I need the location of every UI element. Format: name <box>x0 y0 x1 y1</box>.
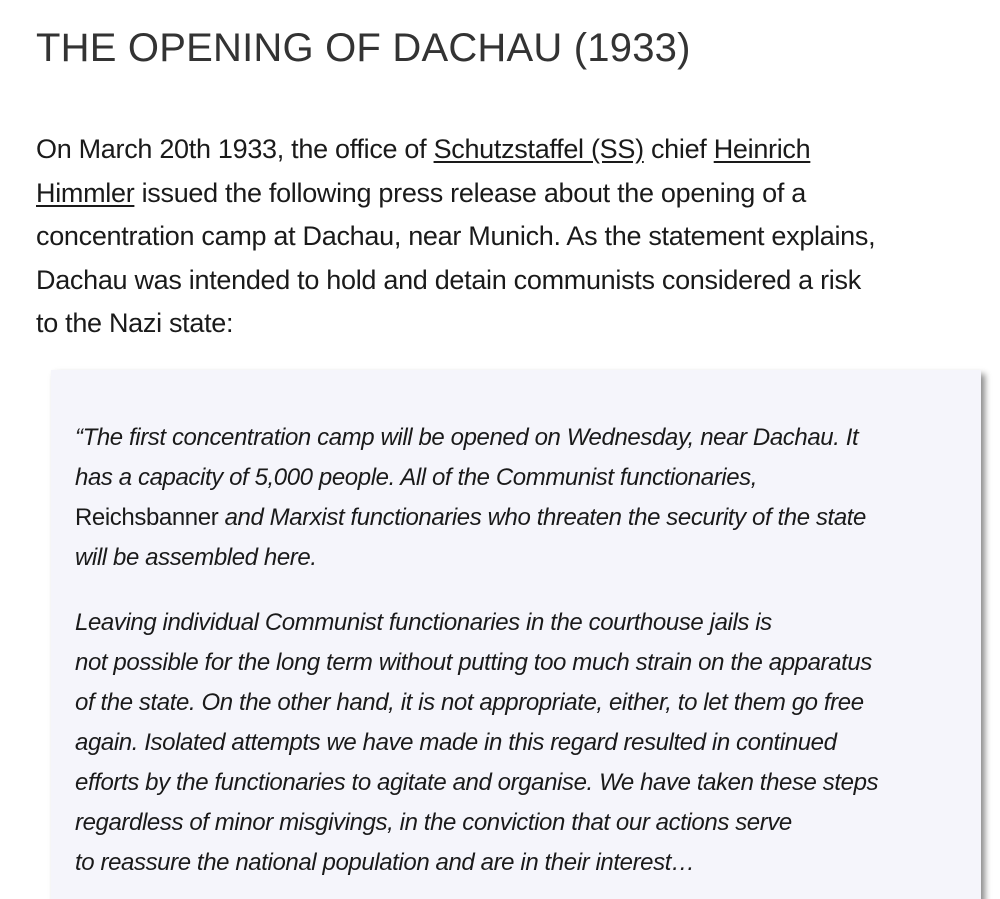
quote-line: to reassure the national population and are in their interest… <box>75 849 695 876</box>
quote-line: of the state. On the other hand, it is not appropriate, either, to let them go free <box>75 689 864 716</box>
quote-line <box>75 498 866 538</box>
quote-line: regardless of minor misgivings, in the conviction that our actions serve <box>75 809 792 836</box>
heinrich-himmler-link[interactable]: Heinrich <box>713 134 811 164</box>
heinrich-himmler-link[interactable]: Himmler <box>36 177 135 208</box>
intro-line-2 <box>36 172 976 216</box>
intro-text: chief <box>643 134 714 164</box>
schutzstaffel-link[interactable]: Schutzstaffel (SS) <box>433 134 644 164</box>
quote-paragraph-1 <box>75 418 866 578</box>
quote-line: will be assembled here. <box>75 544 317 571</box>
intro-line-1 <box>36 128 976 172</box>
intro-text: issued the following press release about the opening of a <box>134 177 806 208</box>
quote-line: has a capacity of 5,000 people. All of the Communist functionaries, <box>75 464 758 491</box>
intro-paragraph <box>36 128 976 346</box>
quote-paragraph-2 <box>75 603 878 883</box>
intro-line-5: to the Nazi state: <box>36 308 234 338</box>
quote-line: efforts by the functionaries to agitate and organise. We have taken these steps <box>75 769 879 796</box>
intro-line-3: concentration camp at Dachau, near Munich. As the statement explains, <box>36 221 876 251</box>
blockquote-box <box>51 370 981 899</box>
quote-line: Leaving individual Communist functionaries in the courthouse jails is <box>75 609 772 636</box>
intro-text: On March 20th 1933, the office of <box>36 134 434 164</box>
quote-line: “The first concentration camp will be opened on Wednesday, near Dachau. It <box>75 424 859 451</box>
quote-line: not possible for the long term without putting too much strain on the apparatus <box>75 649 872 676</box>
quote-line: again. Isolated attempts we have made in this regard resulted in continued <box>75 729 837 756</box>
intro-line-4: Dachau was intended to hold and detain communists considered a risk <box>36 264 861 295</box>
quote-text: and Marxist functionaries who threaten the security of the state <box>218 504 866 531</box>
page-title: THE OPENING OF DACHAU (1933) <box>36 26 691 70</box>
reichsbanner-term: Reichsbanner <box>75 504 219 531</box>
